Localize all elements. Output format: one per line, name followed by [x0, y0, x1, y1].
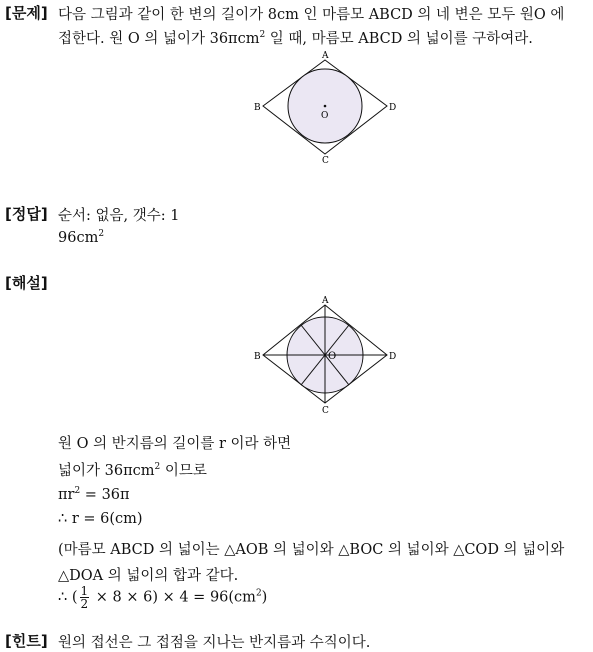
explanation-line-7: ∴ ( $\frac{1}{2}$ × $8 \times 6) \times 4 = 96(cm^2)$ — [58, 584, 268, 611]
vertex-b-label: B — [254, 103, 261, 113]
answer-value: $96cm^2$ — [58, 229, 105, 246]
vertex-d-label-2: D — [389, 352, 397, 362]
hint-text: 원의 접선은 그 접점을 지나는 반지름과 수직이다. — [58, 635, 371, 651]
explanation-line-5: (마름모 ABCD 의 넓이는 △AOB 의 넓이와 △BOC 의 넓이와 △COD 의 넓이와 — [58, 542, 565, 558]
rhombus-figure-2 — [250, 295, 400, 415]
problem-line-2: 접한다. 원 O 의 넓이가 36πcm$^2$ 일 때, 마름모 ABCD 의 넓이를 구하여라. — [58, 30, 533, 47]
center-o-label: O — [321, 111, 329, 121]
vertex-c-label: C — [322, 156, 329, 165]
vertex-a-label: A — [322, 51, 329, 61]
vertex-c-label-2: C — [322, 406, 329, 415]
problem-label: [문제] — [5, 4, 48, 22]
answer-meta: 순서: 없음, 갯수: 1 — [58, 208, 180, 224]
fraction-half: $\frac{1}{2}$ — [80, 584, 89, 611]
center-o-label-2: O — [328, 351, 337, 362]
answer-label: [정답] — [5, 205, 48, 223]
vertex-b-label-2: B — [254, 352, 261, 362]
explanation-label: [해설] — [5, 274, 48, 292]
rhombus-figure-1 — [250, 50, 400, 165]
explanation-line-6: △DOA 의 넓이의 합과 같다. — [58, 568, 239, 584]
problem-line-1: 다음 그림과 같이 한 변의 길이가 8cm 인 마름모 ABCD 의 네 변은 모두 원O 에 — [58, 7, 565, 23]
explanation-line-1: 원 O 의 반지름의 길이를 r 이라 하면 — [58, 436, 292, 452]
explanation-line-3: $\pi r^2 = 36\pi$ — [58, 486, 130, 503]
center-dot — [324, 105, 327, 108]
explanation-line-2: 넓이가 36πcm$^2$ 이므로 — [58, 462, 207, 479]
vertex-a-label-2: A — [322, 296, 329, 306]
explanation-line-4: ∴ r = 6(cm) — [58, 511, 143, 527]
hint-label: [힌트] — [5, 632, 48, 650]
vertex-d-label: D — [389, 103, 397, 113]
